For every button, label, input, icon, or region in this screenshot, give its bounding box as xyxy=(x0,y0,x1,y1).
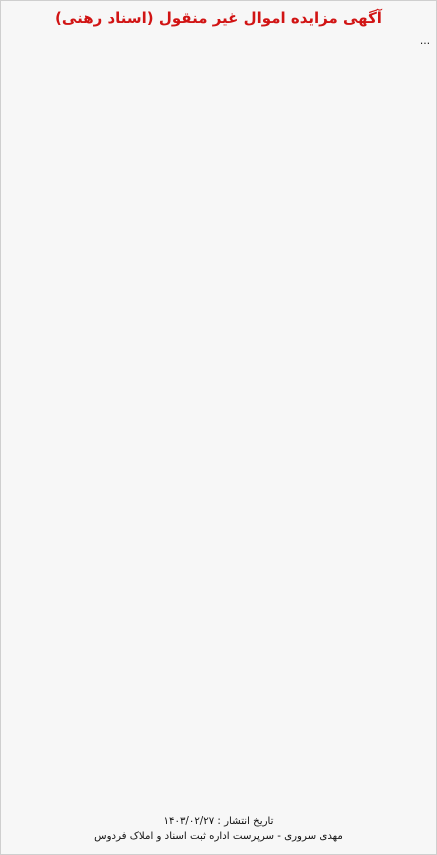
notice-title: آگهی مزایده اموال غیر منقول (اسناد رهنی) xyxy=(55,9,382,27)
signature-line: مهدی سروری - سرپرست اداره ثبت اسناد و املاک فردوس xyxy=(94,831,343,842)
publish-date: تاریخ انتشار : ۱۴۰۳/۰۲/۲۷ xyxy=(163,816,274,827)
notice-header xyxy=(7,5,430,31)
notice-footer xyxy=(7,814,430,844)
notice-body: … xyxy=(419,36,430,47)
